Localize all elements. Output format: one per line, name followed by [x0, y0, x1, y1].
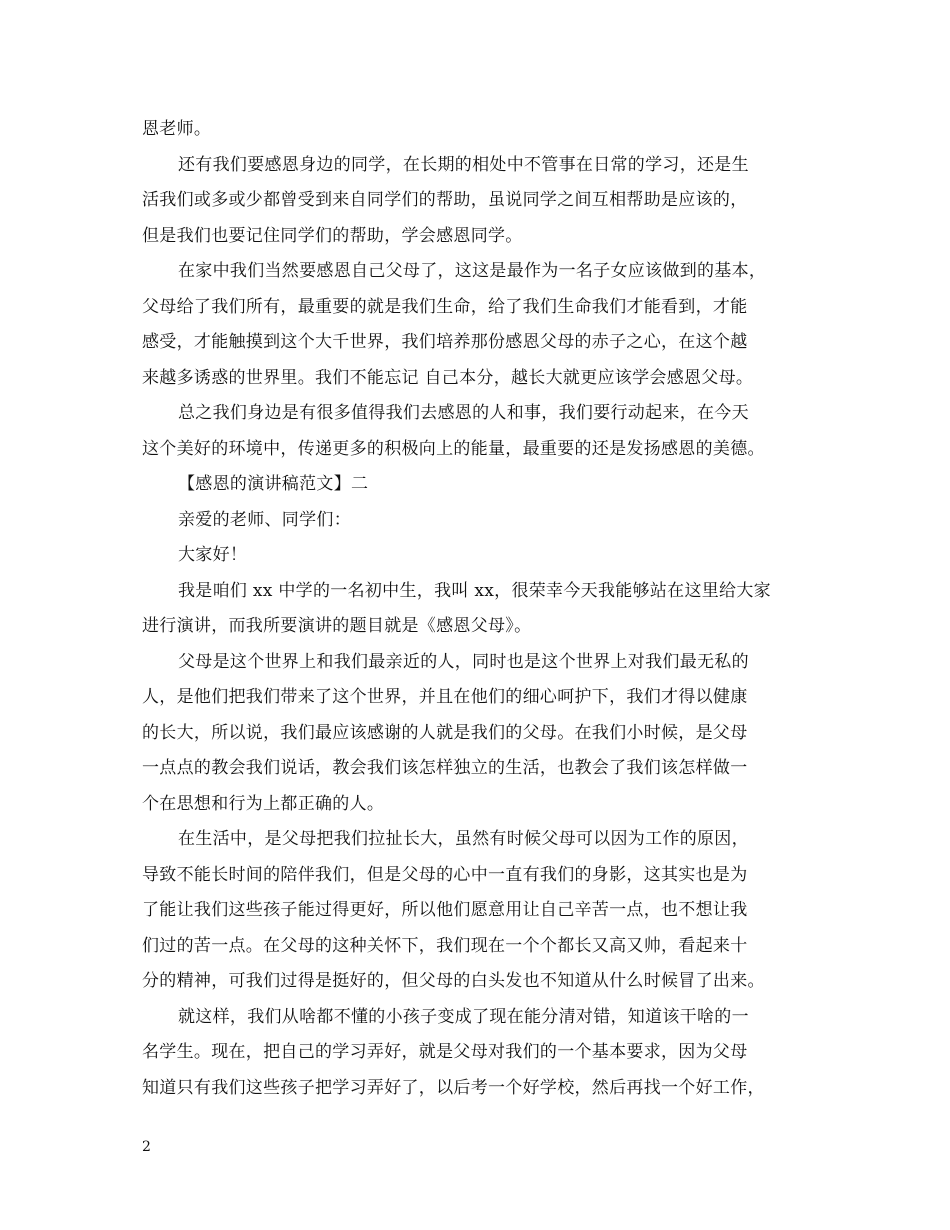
text-line-28: 知道只有我们这些孩子把学习弄好了，以后考一个好学校，然后再找一个好工作，	[142, 1077, 765, 1098]
text-line-22: 导致不能长时间的陪伴我们，但是父母的心中一直有我们的身影，这其实也是为	[142, 864, 748, 885]
text-line-25: 分的精神，可我们过得是挺好的，但父母的白头发也不知道从什么时候冒了出来。	[142, 971, 765, 991]
section-heading: 【感恩的演讲稿范文】二	[178, 474, 369, 494]
text-line-2: 还有我们要感恩身边的同学，在长期的相处中不管事在日常的学习，还是生	[178, 154, 749, 175]
text-line-8: 来越多诱惑的世界里。我们不能忘记 自己本分，越长大就更应该学会感恩父母。	[142, 367, 754, 388]
text-line-5: 在家中我们当然要感恩自己父母了，这这是最作为一名子女应该做到的基本，	[178, 261, 767, 281]
text-line-17: 人，是他们把我们带来了这个世界，并且在他们的细心呵护下，我们才得以健康	[142, 687, 748, 707]
text-line-26: 就这样，我们从啥都不懂的小孩子变成了现在能分清对错，知道该干啥的一	[178, 1006, 749, 1027]
text-line-24: 们过的苦一点。在父母的这种关怀下，我们现在一个个都长又高又帅，看起来十	[142, 935, 748, 956]
text-line-20: 个在思想和行为上都正确的人。	[142, 793, 385, 814]
text-line-21: 在生活中，是父母把我们拉扯长大，虽然有时候父母可以因为工作的原因，	[178, 829, 749, 849]
text-line-3: 活我们或多或少都曾受到来自同学们的帮助，虽说同学之间互相帮助是应该的，	[142, 190, 748, 210]
greeting-line: 大家好！	[178, 545, 248, 565]
text-line-10: 这个美好的环境中，传递更多的积极向上的能量，最重要的还是发扬感恩的美德。	[142, 438, 765, 459]
text-line-14: 我是咱们 xx 中学的一名初中生，我叫 xx，很荣幸今天我能够站在这里给大家	[178, 580, 771, 601]
text-line-27: 名学生。现在，把自己的学习弄好，就是父母对我们的一个基本要求，因为父母	[142, 1042, 748, 1062]
body-text	[142, 112, 822, 1106]
text-line-9: 总之我们身边是有很多值得我们去感恩的人和事，我们要行动起来，在今天	[178, 403, 749, 423]
text-line-6: 父母给了我们所有，最重要的就是我们生命，给了我们生命我们才能看到，才能	[142, 296, 748, 317]
page-number: 2	[142, 1139, 151, 1155]
text-line-1: 恩老师。	[142, 119, 212, 139]
text-line-19: 一点点的教会我们说话，教会我们该怎样独立的生活，也教会了我们该怎样做一	[142, 758, 748, 778]
salutation-line: 亲爱的老师、同学们：	[178, 509, 351, 530]
text-line-7: 感受，才能触摸到这个大千世界，我们培养那份感恩父母的赤子之心，在这个越	[142, 332, 748, 352]
text-line-18: 的长大，所以说，我们最应该感谢的人就是我们的父母。在我们小时候，是父母	[142, 722, 748, 743]
text-line-4: 但是我们也要记住同学们的帮助，学会感恩同学。	[142, 225, 523, 246]
text-line-16: 父母是这个世界上和我们最亲近的人，同时也是这个世界上对我们最无私的	[178, 651, 749, 672]
text-line-23: 了能让我们这些孩子能过得更好，所以他们愿意用让自己辛苦一点，也不想让我	[142, 900, 748, 920]
text-line-15: 进行演讲，而我所要演讲的题目就是《感恩父母》。	[142, 616, 532, 636]
